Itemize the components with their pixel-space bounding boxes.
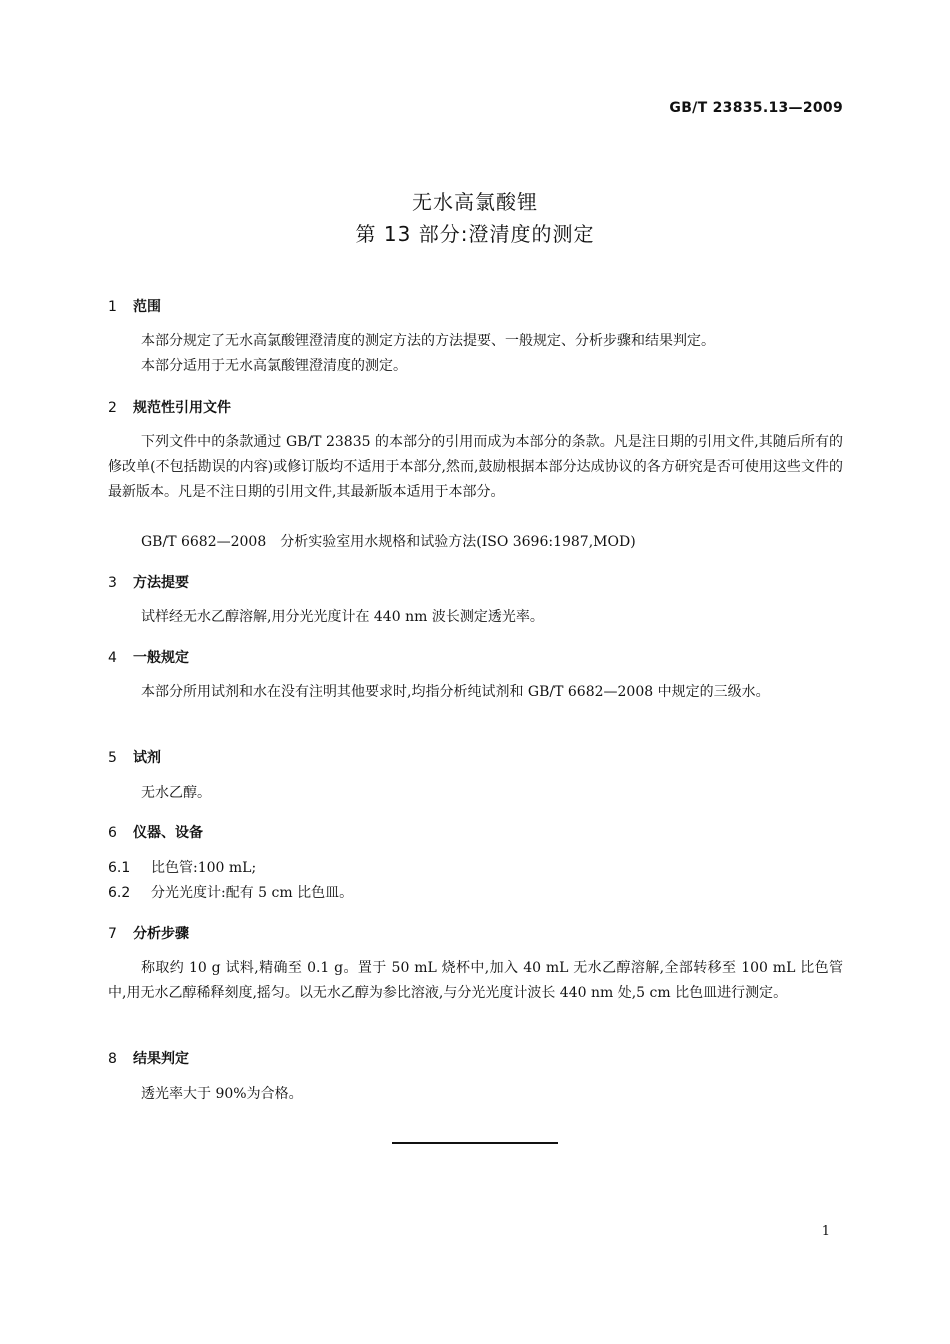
section-title: 仪器、设备 (133, 825, 203, 841)
reagents-paragraph: 无水乙醇。 (141, 785, 211, 801)
scope-paragraph-2: 本部分适用于无水高氯酸锂澄清度的测定。 (141, 358, 407, 374)
section-number: 4 (108, 650, 117, 666)
section-heading-general-provisions (108, 647, 189, 667)
item-number: 6.1 (108, 860, 131, 876)
section-number: 5 (108, 750, 117, 766)
section-number: 1 (108, 299, 117, 315)
result-paragraph: 透光率大于 90%为合格。 (141, 1086, 303, 1102)
scope-paragraph-1: 本部分规定了无水高氯酸锂澄清度的测定方法的方法提要、一般规定、分析步骤和结果判定。 (141, 333, 715, 349)
item-number: 6.2 (108, 885, 131, 901)
section-title: 一般规定 (133, 650, 189, 666)
section-heading-normative-references (108, 397, 231, 417)
reference-entry: GB/T 6682—2008 分析实验室用水规格和试验方法(ISO 3696:1987,MOD) (141, 534, 636, 550)
item-text: 分光光度计:配有 5 cm 比色皿。 (151, 885, 354, 901)
section-number: 8 (108, 1051, 117, 1067)
section-heading-apparatus (108, 822, 203, 842)
page-number: 1 (821, 1224, 830, 1239)
section-number: 7 (108, 926, 117, 942)
section-heading-method-summary (108, 572, 189, 592)
section-heading-procedure (108, 923, 189, 943)
apparatus-item (108, 881, 353, 906)
section-heading-scope (108, 296, 161, 316)
document-subtitle: 第 13 部分:澄清度的测定 (355, 222, 595, 246)
document-title: 无水高氯酸锂 (412, 190, 538, 214)
general-provisions-paragraph: 本部分所用试剂和水在没有注明其他要求时,均指分析纯试剂和 GB/T 6682—2008 中规定的三级水。 (141, 684, 770, 700)
section-title: 结果判定 (133, 1051, 189, 1067)
references-paragraph: 下列文件中的条款通过 GB/T 23835 的本部分的引用而成为本部分的条款。凡是注日期的引用文件,其随后所有的修改单(不包括勘误的内容)或修订版均不适用于本部分,然而,鼓励根据本部分达成协议的各方研究是否可使用这些文件的最新版本。凡是不注日期的引用文件,其最新版本适用于本部分。 (108, 434, 843, 500)
method-summary-paragraph: 试样经无水乙醇溶解,用分光光度计在 440 nm 波长测定透光率。 (141, 609, 544, 625)
section-title: 方法提要 (133, 575, 189, 591)
procedure-paragraph: 称取约 10 g 试料,精确至 0.1 g。置于 50 mL 烧杯中,加入 40 mL 无水乙醇溶解,全部转移至 100 mL 比色管中,用无水乙醇稀释刻度,摇匀。以无水乙醇为参比溶液,与分光光度计波长 440 nm 处,5 cm 比色皿进行测定。 (108, 960, 843, 1001)
standard-code: GB/T 23835.13—2009 (669, 100, 843, 116)
section-title: 范围 (133, 299, 161, 315)
section-heading-reagents (108, 747, 161, 767)
section-heading-result (108, 1048, 189, 1068)
section-number: 2 (108, 400, 117, 416)
section-title: 分析步骤 (133, 926, 189, 942)
section-title: 试剂 (133, 750, 161, 766)
section-number: 6 (108, 825, 117, 841)
section-number: 3 (108, 575, 117, 591)
apparatus-item (108, 856, 256, 881)
end-rule (392, 1142, 558, 1144)
section-title: 规范性引用文件 (133, 400, 231, 416)
item-text: 比色管:100 mL; (151, 860, 257, 876)
